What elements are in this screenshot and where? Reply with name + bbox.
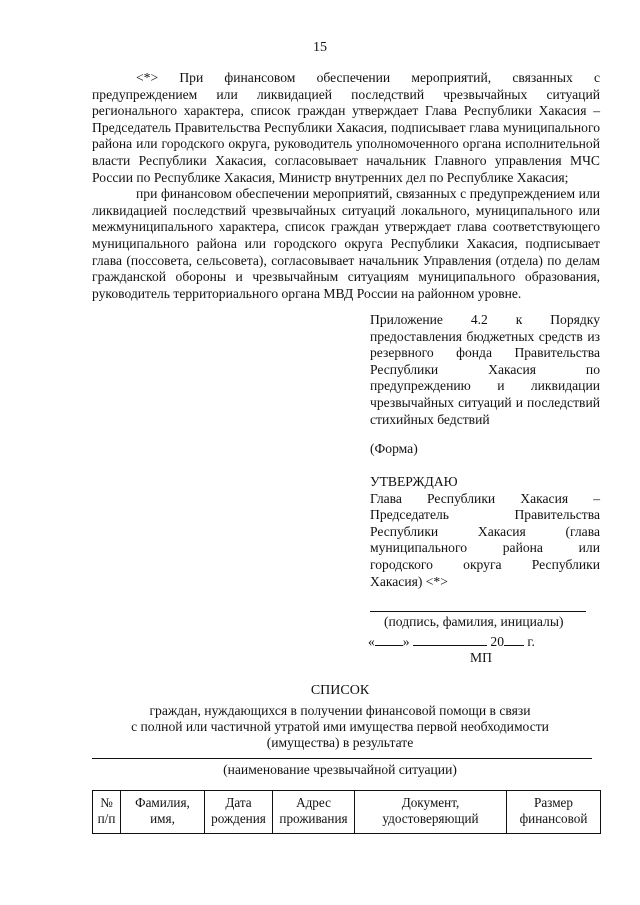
footnote-paragraph-1: <*> При финансовом обеспечении мероприятий, связанных с предупреждением или ликвидацией последствий чрезвычайных ситуаций регионального характера, список граждан утверждает Глава Республики Хакасия – Председатель Правительства Республики Хакасия, подписывает глава муниципального района или городского округа, руководитель уполномоченного органа исполнительной власти Республики Хакасия, согласовывает начальник Главного управления МЧС России по Республике Хакасия, Министр внутренних дел по Республике Хакасия; xyxy=(92,70,600,185)
column-header-address: Адрес проживания xyxy=(273,791,355,834)
column-header-number: № п/п xyxy=(93,791,121,834)
date-year: 20 xyxy=(490,634,504,649)
list-subtitle-line-1: граждан, нуждающихся в получении финансовой помощи в связи xyxy=(149,703,531,718)
signature-caption: (подпись, фамилия, инициалы) xyxy=(384,614,564,629)
column-header-id-document: Документ, удостоверяющий xyxy=(355,791,507,834)
date-suffix: г. xyxy=(527,634,535,649)
appendix-block xyxy=(370,312,600,428)
day-blank xyxy=(375,633,403,646)
table-header-row xyxy=(93,791,601,834)
month-blank xyxy=(413,633,487,646)
approval-date xyxy=(368,633,535,651)
approval-block xyxy=(370,474,600,590)
date-close-quote: » xyxy=(402,634,410,649)
emergency-caption: (наименование чрезвычайной ситуации) xyxy=(223,762,457,777)
column-header-name: Фамилия, имя, xyxy=(121,791,205,834)
citizens-table xyxy=(92,790,601,834)
page-number: 15 xyxy=(313,40,327,55)
list-subtitle-line-2: с полной или частичной утратой ими имущества первой необходимости xyxy=(131,719,549,734)
footnote-paragraph-2: при финансовом обеспечении мероприятий, связанных с предупреждением или ликвидацией последствий чрезвычайных ситуаций локального, муниципального или межмуниципального характера, список граждан утверждает глава соответствующего муниципального района или городского округа Республики Хакасия, подписывает глава (поссовета, сельсовета), согласовывает начальник Управления (отдела) по делам гражданской обороны и чрезвычайным ситуациям муниципального образования, руководитель территориального органа МВД России на районном уровне. xyxy=(92,186,600,301)
form-label: (Форма) xyxy=(370,441,418,456)
approval-text: Глава Республики Хакасия – Председатель Правительства Республики Хакасия (глава муниципального района или городского округа Республики Хакасия) <*> xyxy=(370,490,600,589)
date-open-quote: « xyxy=(368,634,375,649)
column-header-amount: Размер финансовой xyxy=(507,791,601,834)
stamp-label: МП xyxy=(470,650,492,665)
emergency-name-line xyxy=(92,758,592,759)
signature-line xyxy=(370,611,586,612)
list-title: СПИСОК xyxy=(310,683,370,698)
footnote xyxy=(92,70,600,302)
year-blank xyxy=(504,633,524,646)
column-header-birth-date: Дата рождения xyxy=(205,791,273,834)
appendix-text: Приложение 4.2 к Порядку предоставления бюджетных средств из резервного фонда Правительства Республики Хакасия по предупреждению и ликвидации чрезвычайных ситуаций и последствий стихийных бедствий xyxy=(370,312,600,427)
approval-title: УТВЕРЖДАЮ xyxy=(370,474,458,489)
list-subtitle-line-3: (имущества) в результате xyxy=(266,735,414,750)
